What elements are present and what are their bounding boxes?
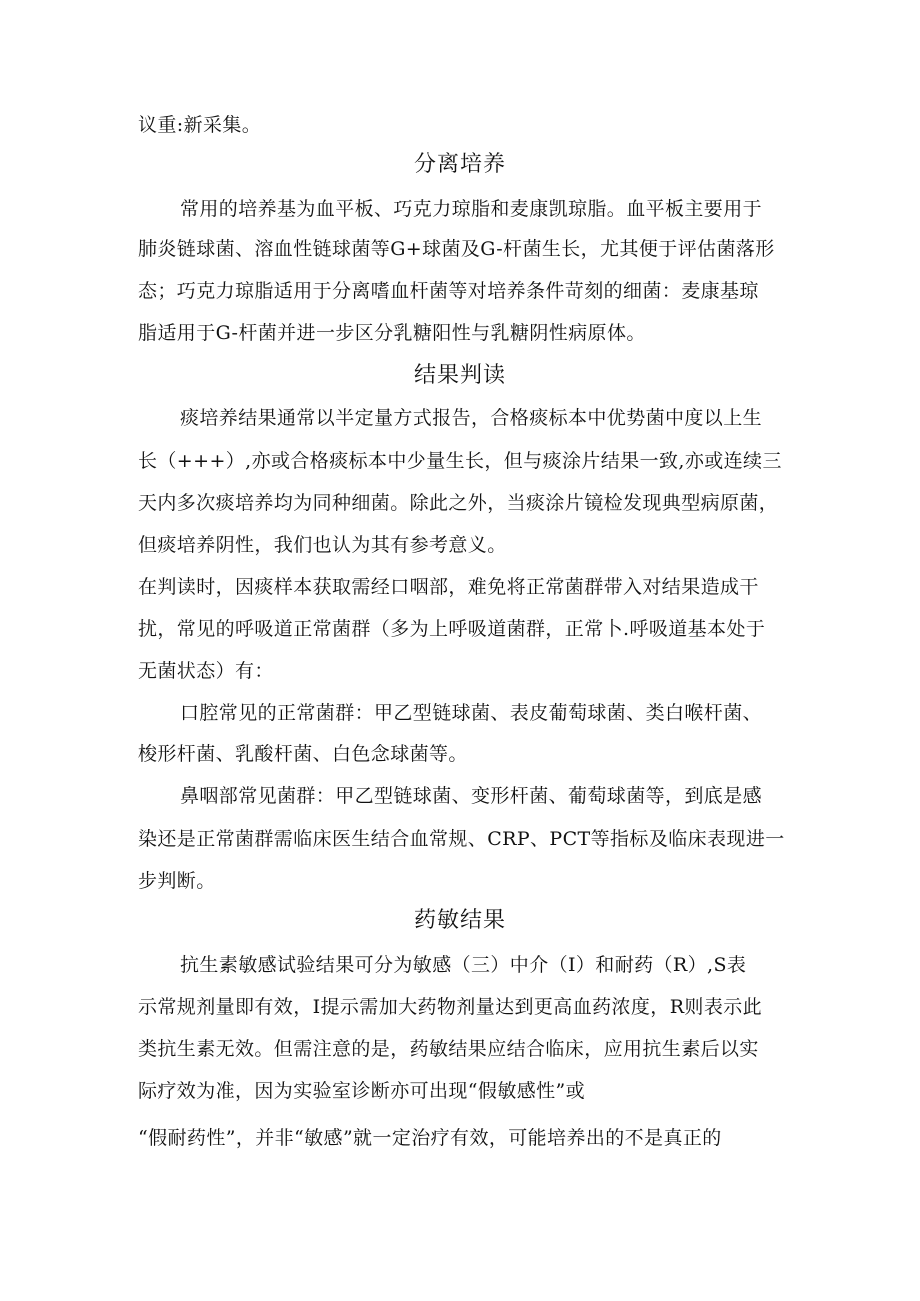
paragraph-line: 鼻咽部常见菌群：甲乙型链球菌、变形杆菌、葡萄球菌等，到底是感	[180, 785, 763, 807]
paragraph-line: 梭形杆菌、乳酸杆菌、白色念球菌等。	[138, 743, 468, 765]
paragraph-line: “假耐药性”，并非“敏感”就一定治疗有效，可能培养出的不是真正的	[138, 1127, 722, 1149]
paragraph-line: 议重:新采集。	[138, 114, 262, 136]
paragraph-line: 常用的培养基为血平板、巧克力琼脂和麦康凯琼脂。血平板主要用于	[180, 198, 763, 220]
paragraph-line: 口腔常见的正常菌群：甲乙型链球菌、表皮葡萄球菌、类白喉杆菌、	[180, 702, 763, 724]
paragraph-line: 际疗效为准，因为实验室诊断亦可出现“假敏感性”或	[138, 1080, 586, 1102]
paragraph-line: 痰培养结果通常以半定量方式报告，合格痰标本中优势菌中度以上生	[180, 407, 763, 429]
paragraph-line: 类抗生素无效。但需注意的是，药敏结果应结合临床，应用抗生素后以实	[138, 1038, 759, 1060]
paragraph-line: 脂适用于G-杆菌并进一步区分乳糖阳性与乳糖阴性病原体。	[138, 322, 646, 344]
paragraph-line: 肺炎链球菌、溶血性链球菌等G+球菌及G-杆菌生长，尤其便于评估菌落形	[138, 238, 775, 260]
section-heading-susceptibility-results: 药敏结果	[413, 908, 506, 933]
section-heading-result-interpretation: 结果判读	[413, 363, 506, 388]
paragraph-line: 在判读时，因痰样本获取需经口咽部，难免将正常菌群带入对结果造成干	[138, 576, 759, 598]
paragraph-line: 无菌状态）有：	[138, 660, 274, 682]
paragraph-line: 态；巧克力琼脂适用于分离嗜血杆菌等对培养条件苛刻的细菌：麦康基琼	[138, 280, 759, 302]
section-heading-isolation-culture: 分离培养	[413, 152, 506, 177]
paragraph-line: 但痰培养阴性，我们也认为其有参考意义。	[138, 534, 507, 556]
paragraph-line: 抗生素敏感试验结果可分为敏感（三）中介（I）和耐药（R）,S表	[180, 954, 747, 976]
paragraph-line: 长（+++）,亦或合格痰标本中少量生长，但与痰涂片结果一致,亦或连续三	[138, 450, 782, 472]
paragraph-line: 染还是正常菌群需临床医生结合血常规、CRP、PCT等指标及临床表现进一	[138, 828, 785, 850]
paragraph-line: 步判断。	[138, 870, 216, 892]
paragraph-line: 扰，常见的呼吸道正常菌群（多为上呼吸道菌群，正常卜.呼吸道基本处于	[138, 618, 766, 640]
paragraph-line: 示常规剂量即有效，I提示需加大药物剂量达到更高血药浓度，R则表示此	[138, 996, 763, 1018]
paragraph-line: 天内多次痰培养均为同种细菌。除此之外，当痰涂片镜检发现典型病原菌，	[138, 492, 779, 514]
